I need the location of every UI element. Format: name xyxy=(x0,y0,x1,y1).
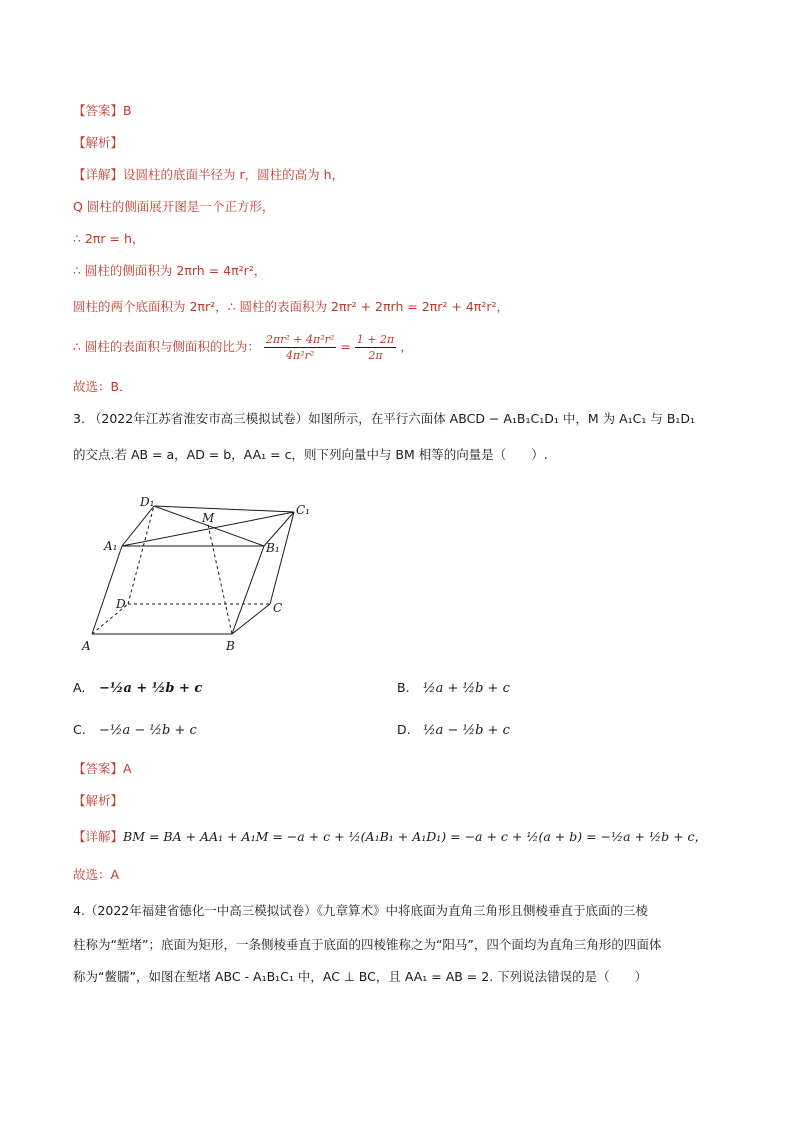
ratio-fraction-1 xyxy=(264,332,336,363)
option-b-expr: ½a + ½b + c xyxy=(423,681,510,696)
detail-tag: 【详解】 xyxy=(73,829,124,844)
option-a[interactable] xyxy=(73,680,202,696)
detail-expr: BM = BA + AA₁ + A₁M = −a + c + ½(A₁B₁ + A₁D₁) = −a + c + ½(a + b) = −½a + ½b + c， xyxy=(123,829,708,844)
option-c-label: C. xyxy=(73,722,86,737)
label-A: A xyxy=(82,639,91,653)
q2-detail-line2: Q 圆柱的侧面展开图是一个正方形， xyxy=(73,199,275,214)
q2-detail-line6 xyxy=(73,332,413,363)
option-c[interactable] xyxy=(73,722,197,738)
parallelepiped-figure xyxy=(80,492,330,657)
q3-stem-line2: 的交点.若 AB = a，AD = b，AA₁ = c，则下列向量中与 BM 相等的向量是（ ）. xyxy=(73,447,548,462)
ratio-suffix: ， xyxy=(400,339,413,354)
label-B: B xyxy=(226,639,235,653)
ratio-eq: = xyxy=(340,339,351,354)
label-B1: B₁ xyxy=(266,541,280,555)
label-C: C xyxy=(273,601,283,615)
q3-choose xyxy=(73,866,119,884)
frac1-den: 4π²r² xyxy=(285,349,315,362)
q2-analysis-tag: 【解析】 xyxy=(73,135,124,150)
edge-DD1-hidden xyxy=(128,506,154,604)
q3-answer-line xyxy=(73,760,132,778)
option-d[interactable] xyxy=(397,722,510,738)
q4-stem-line3: 称为“鳖臑”，如图在堑堵 ABC - A₁B₁C₁ 中，AC ⊥ BC，且 AA₁ = AB = 2. 下列说法错误的是（ ） xyxy=(73,969,648,984)
q2-detail-line3: ∴ 2πr = h， xyxy=(73,231,145,246)
q2-detail-line5: 圆柱的两个底面积为 2πr²，∴ 圆柱的表面积为 2πr² + 2πrh = 2πr² + 4π²r²， xyxy=(73,299,509,314)
edge-AA1 xyxy=(92,546,122,634)
q2-detail-line1 xyxy=(73,166,344,184)
q3-stem-line1: 3. （2022年江苏省淮安市高三模拟试卷）如图所示，在平行六面体 ABCD − A₁B₁C₁D₁ 中，M 为 A₁C₁ 与 B₁D₁ xyxy=(73,411,696,426)
frac2-den: 2π xyxy=(368,349,383,362)
frac2-num: 1 + 2π xyxy=(356,333,395,346)
frac1-num: 2πr² + 4π²r² xyxy=(265,333,335,346)
option-a-expr: −½a + ½b + c xyxy=(99,681,203,696)
seg-MB-hidden xyxy=(208,525,232,634)
option-c-expr: −½a − ½b + c xyxy=(99,723,197,738)
choose-value: A xyxy=(110,867,120,882)
edge-D1C1 xyxy=(154,506,294,512)
label-C1: C₁ xyxy=(296,503,310,517)
option-b[interactable] xyxy=(397,680,510,696)
option-b-label: B. xyxy=(397,680,410,695)
q2-detail-line4: ∴ 圆柱的侧面积为 2πrh = 4π²r²， xyxy=(73,263,267,278)
ratio-fraction-2 xyxy=(355,332,396,363)
label-D1: D₁ xyxy=(140,495,155,509)
answer-value: B xyxy=(123,103,132,118)
detail-text: 设圆柱的底面半径为 r，圆柱的高为 h， xyxy=(123,167,345,182)
q4-stem-line2: 柱称为“堑堵”；底面为矩形，一条侧棱垂直于底面的四棱锥称之为“阳马”，四个面均为直角三角形的四面体 xyxy=(73,937,662,952)
q2-answer-line xyxy=(73,102,132,120)
option-d-label: D. xyxy=(397,722,411,737)
q4-stem-line1: 4.（2022年福建省德化一中高三模拟试卷）《九章算术》中将底面为直角三角形且侧棱垂直于底面的三棱 xyxy=(73,903,648,918)
detail-tag: 【详解】 xyxy=(73,167,124,182)
q2-choose: 故选：B． xyxy=(73,379,132,394)
answer-tag: 【答案】 xyxy=(73,103,124,118)
label-M: M xyxy=(202,511,215,525)
answer-value: A xyxy=(123,761,132,776)
label-A1: A₁ xyxy=(104,539,118,553)
answer-tag: 【答案】 xyxy=(73,761,124,776)
option-d-expr: ½a − ½b + c xyxy=(423,723,510,738)
q3-analysis-tag: 【解析】 xyxy=(73,793,124,808)
choose-prefix: 故选： xyxy=(73,867,111,882)
label-D: D xyxy=(116,597,126,611)
q3-detail-line xyxy=(73,828,707,846)
option-a-label: A. xyxy=(73,680,86,695)
ratio-prefix: ∴ 圆柱的表面积与侧面积的比为： xyxy=(73,339,260,354)
